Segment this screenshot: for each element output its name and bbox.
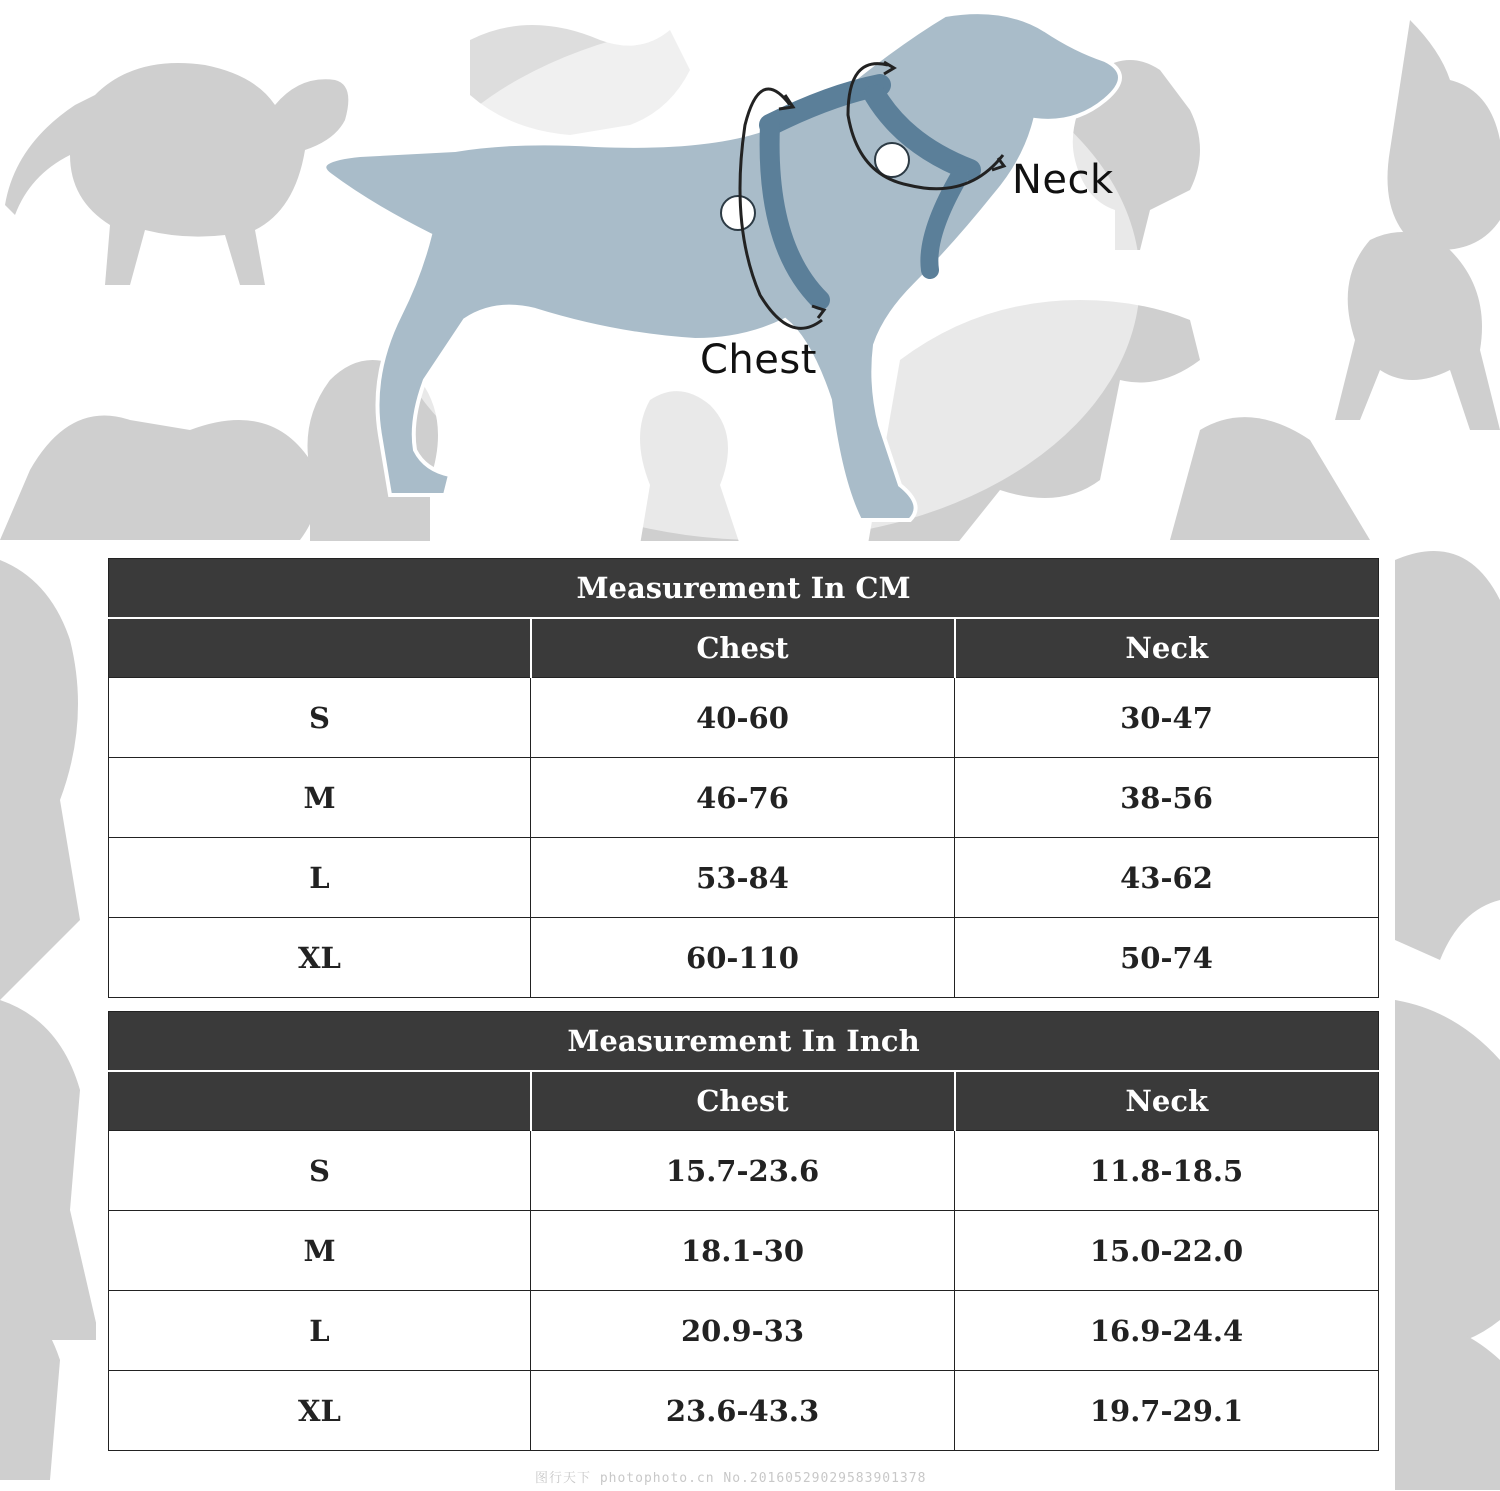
table-row [109,1371,1379,1451]
size-cell: S [109,678,531,758]
neck-cell: 38-56 [955,758,1379,838]
neck-cell: 50-74 [955,918,1379,998]
chest-buckle [721,196,755,230]
size-cell: L [109,838,531,918]
table-row [109,838,1379,918]
size-cell: L [109,1291,531,1371]
dog-harness-diagram [0,0,1500,540]
watermark: 图行天下 photophoto.cn No.20160529029583901378 [535,1471,927,1486]
size-cell: XL [109,918,531,998]
table-row [109,1131,1379,1211]
size-table-inch [108,1011,1379,1451]
chest-cell: 15.7-23.6 [531,1131,955,1211]
column-header-chest: Chest [531,1071,955,1131]
table-title: Measurement In CM [109,559,1379,619]
chest-cell: 23.6-43.3 [531,1371,955,1451]
column-header-chest: Chest [531,618,955,678]
chest-cell: 53-84 [531,838,955,918]
size-cell: S [109,1131,531,1211]
chest-cell: 18.1-30 [531,1211,955,1291]
size-table-cm [108,558,1379,998]
size-cell: XL [109,1371,531,1451]
column-header-neck: Neck [955,1071,1379,1131]
table-row [109,758,1379,838]
chest-cell: 40-60 [531,678,955,758]
table-title: Measurement In Inch [109,1012,1379,1072]
neck-cell: 43-62 [955,838,1379,918]
size-cell: M [109,1211,531,1291]
neck-label: Neck [1012,157,1114,203]
table-row [109,1211,1379,1291]
neck-cell: 16.9-24.4 [955,1291,1379,1371]
table-row [109,678,1379,758]
chest-cell: 60-110 [531,918,955,998]
column-header-size [109,618,531,678]
neck-cell: 15.0-22.0 [955,1211,1379,1291]
column-header-neck: Neck [955,618,1379,678]
column-header-size [109,1071,531,1131]
chest-label: Chest [700,337,817,383]
chest-cell: 20.9-33 [531,1291,955,1371]
neck-cell: 19.7-29.1 [955,1371,1379,1451]
table-row [109,918,1379,998]
chest-cell: 46-76 [531,758,955,838]
neck-cell: 30-47 [955,678,1379,758]
size-cell: M [109,758,531,838]
table-row [109,1291,1379,1371]
neck-cell: 11.8-18.5 [955,1131,1379,1211]
